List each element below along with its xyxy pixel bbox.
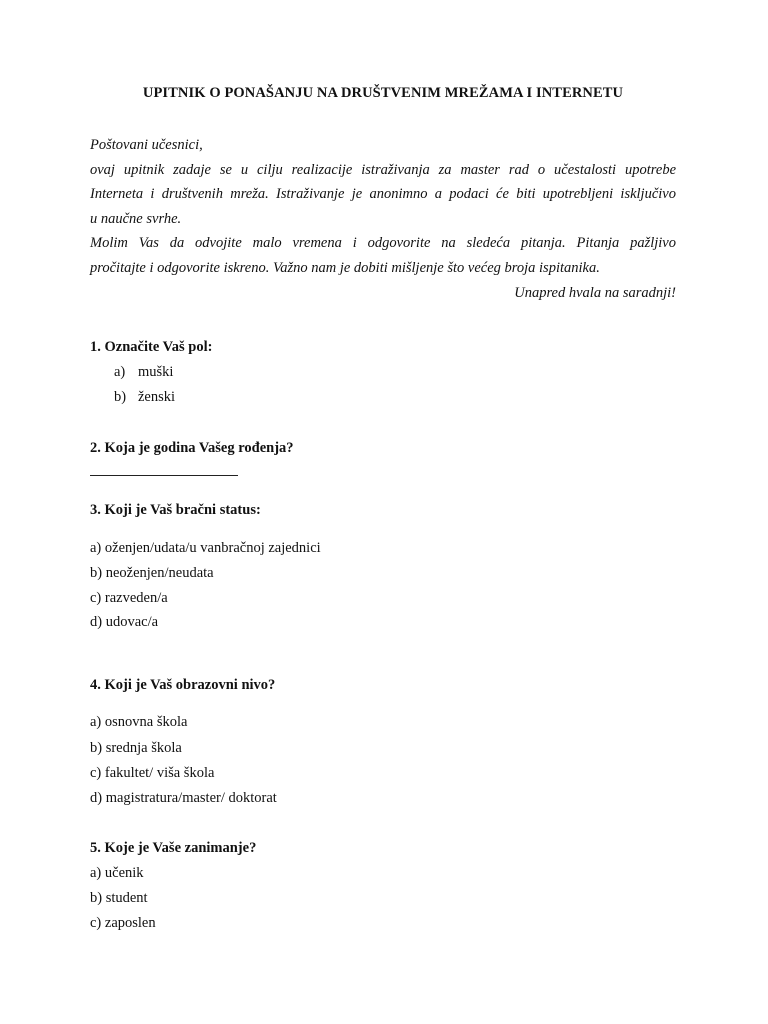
- question-1-option-a[interactable]: [114, 364, 173, 381]
- option-letter: b): [114, 389, 127, 405]
- question-4-option-c[interactable]: c) fakultet/ viša škola: [90, 765, 215, 781]
- intro-thanks: Unapred hvala na saradnji!: [514, 284, 676, 301]
- question-4-option-d[interactable]: d) magistratura/master/ doktorat: [90, 790, 277, 806]
- option-text: muški: [138, 364, 174, 380]
- question-1-option-b[interactable]: [114, 389, 175, 406]
- question-5-option-c[interactable]: c) zaposlen: [90, 915, 156, 931]
- question-5-option-a[interactable]: a) učenik: [90, 865, 144, 881]
- question-3-option-a[interactable]: a) oženjen/udata/u vanbračnoj zajednici: [90, 540, 321, 556]
- question-3-option-d[interactable]: d) udovac/a: [90, 614, 159, 630]
- question-3-label: 3. Koji je Vaš bračni status:: [90, 502, 261, 518]
- birth-year-answer-line[interactable]: [90, 475, 238, 476]
- intro-text: [90, 133, 676, 305]
- question-5-label: 5. Koje je Vaše zanimanje?: [90, 840, 257, 856]
- question-5-option-b[interactable]: b) student: [90, 890, 148, 906]
- question-4-option-b[interactable]: b) srednja škola: [90, 740, 182, 756]
- document-title: UPITNIK O PONAŠANJU NA DRUŠTVENIM MREŽAMA I INTERNETU: [142, 85, 624, 101]
- question-2-label: 2. Koja je godina Vašeg rođenja?: [90, 440, 294, 456]
- intro-paragraph-2-line-1: Molim Vas da odvojite malo vremena i odgovorite na sledeća pitanja. Pitanja pažljivo: [90, 235, 676, 252]
- question-3-option-b[interactable]: b) neoženjen/neudata: [90, 565, 214, 581]
- question-4-option-a[interactable]: a) osnovna škola: [90, 714, 188, 730]
- intro-paragraph-1-line-3: u naučne svrhe.: [90, 210, 182, 227]
- question-1-label: 1. Označite Vaš pol:: [90, 339, 213, 355]
- intro-paragraph-2-line-2: pročitajte i odgovorite iskreno. Važno nam je dobiti mišljenje što većeg broja ispitanika.: [90, 259, 600, 276]
- intro-greeting: Poštovani učesnici,: [90, 137, 203, 153]
- intro-paragraph-1-line-2: Interneta i društvenih mreža. Istraživanje je anonimno a podaci će biti upotrebljeni isključivo: [90, 186, 676, 203]
- question-4-label: 4. Koji je Vaš obrazovni nivo?: [90, 677, 276, 693]
- option-text: ženski: [138, 389, 176, 405]
- option-letter: a): [114, 364, 126, 380]
- question-3-option-c[interactable]: c) razveden/a: [90, 590, 168, 606]
- intro-paragraph-1-line-1: ovaj upitnik zadaje se u cilju realizacije istraživanja za master rad o učestalosti upotrebe: [90, 161, 676, 178]
